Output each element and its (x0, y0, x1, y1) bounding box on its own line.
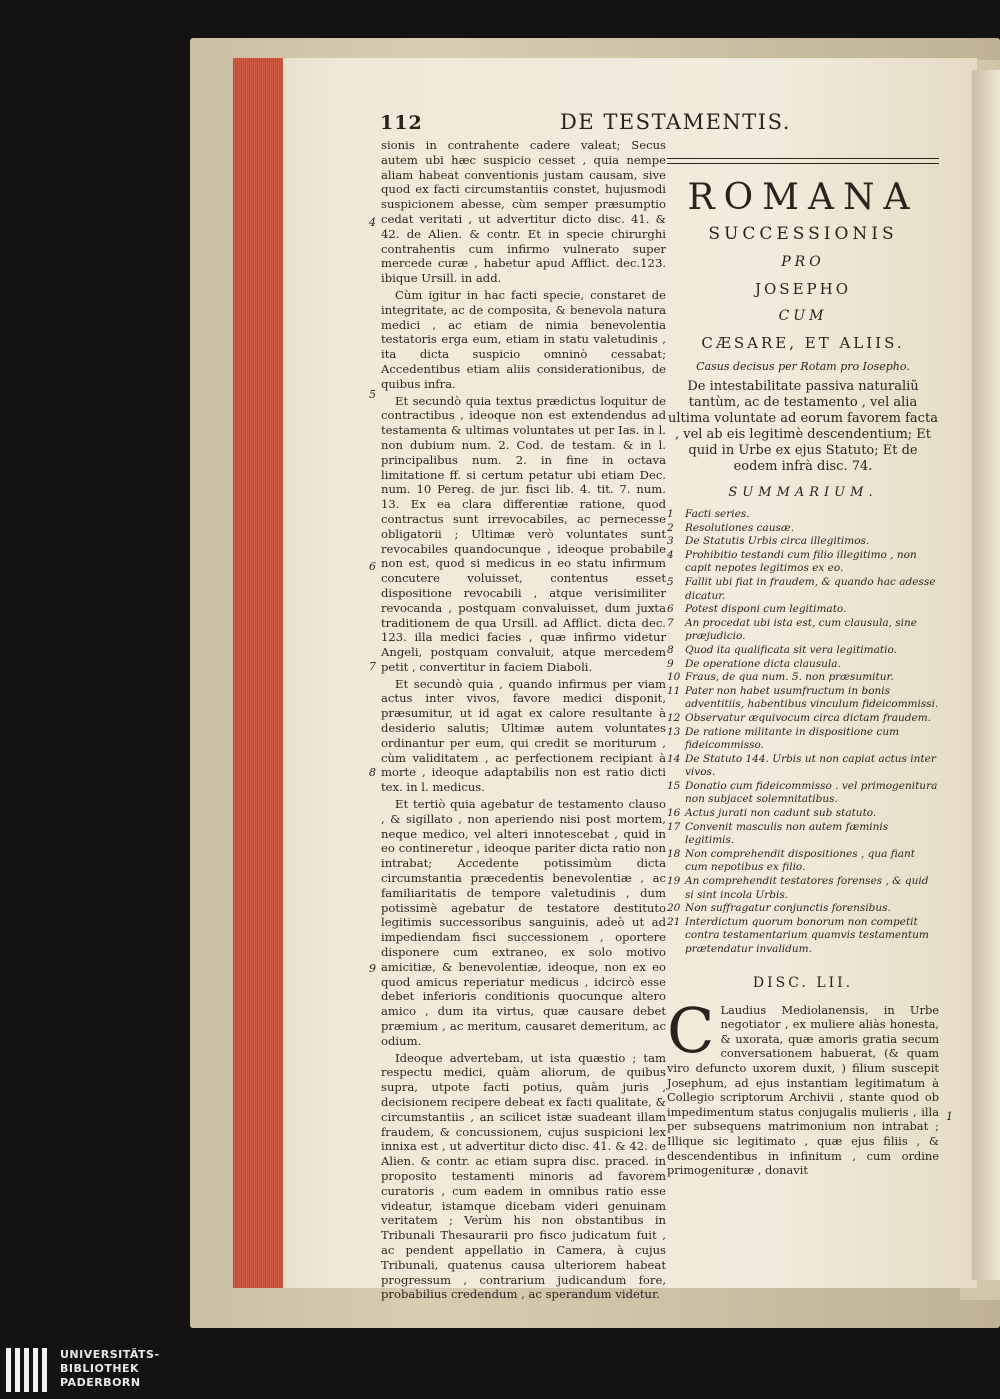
facing-page-edge (972, 70, 1000, 1280)
summary-text: Interdictum quorum bonorum non competit contra testamentarium quamvis testamentum prætendatur invalidum. (685, 915, 929, 955)
summary-text: Prohibitio testandi cum filio illegitimo , non capit nepotes legitimos ex eo. (685, 548, 917, 575)
logo-line: BIBLIOTHEK (60, 1362, 140, 1375)
summary-item (667, 576, 939, 603)
summary-number: 19 (667, 875, 681, 888)
pro-label: PRO (781, 254, 825, 270)
summary-text: Potest disponi cum legitimato. (685, 603, 847, 616)
summary-item (667, 902, 939, 916)
summary-text: Fraus, de qua num. 5. non præsumitur. (685, 671, 894, 684)
summary-number: 21 (667, 915, 681, 928)
summary-item (667, 671, 939, 685)
summary-number: 15 (667, 779, 681, 792)
summary-item (667, 916, 939, 957)
summary-item (667, 644, 939, 658)
library-logo (6, 1348, 176, 1394)
summary-item (667, 508, 939, 522)
summary-number: 9 (667, 657, 674, 670)
case-intro: De intestabilitate passiva naturaliũ tantùm, ac de testamento , vel alia ultima voluntate ad eorum favorem facta , vel ab eis legitimè descendentium; Et quid in Urbe ex ejus Statuto; Et de eodem infrà disc. 74. (668, 379, 938, 474)
summary-item (667, 685, 939, 712)
drop-capital: C (667, 993, 715, 1067)
summary-number: 20 (667, 902, 681, 915)
summary-item (667, 549, 939, 576)
disc-body-text: Laudius Mediolanensis, in Urbe negotiator , ex muliere aliàs honesta, & uxorata, quæ amoris gratia secum conversationem habuerat, (& quam viro defuncto uxorem duxit, ) filium suscepit Josephum, ad ejus instantiam legitimatum à Collegio scriptorum Archivii , stante quod ob impedimentum status conjugalis mulieris , illa per subsequens matrimonium non intrabat ; Illique sic legitimato , quæ ejus filiis , & descendentibus in infinitum , cum ordine primogenituræ , donavit (667, 1002, 939, 1178)
summary-number: 3 (667, 535, 674, 548)
summary-text: Donatio cum fideicommisso . vel primogenitura non subjacet solemnitatibus. (685, 779, 938, 806)
summary-item (667, 535, 939, 549)
margin-number: 6 (369, 560, 376, 573)
summary-number: 18 (667, 847, 681, 860)
summary-item (667, 807, 939, 821)
summary-item (667, 603, 939, 617)
paragraph: Ideoque advertebam, ut ista quæstio ; tam respectu medici, quàm aliorum, de quibus supra, utpote facti potius, quàm juris , decisionem recipere debeat ex facti qualitate, & circumstantiis , an scilicet istæ suadeant illam fraudem, & concussionem, cujus suspicioni lex innixa est , ut advertitur dicto disc. 41. & 42. de Alien. & contr. ac etiam supra disc. praced. in proposito testamenti minoris ad favorem curatoris , cum eadem in omnibus ratio esse videatur, istamque dicebam videri genuinam veritatem ; Verùm his non obstantibus in Tribunali Thesaurarii pro fisco judicatum fuit , ac pendent appellatio in Camera, à cujus Tribunali, quatenus causa ulteriorem habeat progressum , contrarium judicandum fore, probabilius credendum , ac sperandum videtur. (381, 1050, 666, 1302)
logo-line: PADERBORN (60, 1376, 141, 1389)
summary-text: An procedat ubi ista est, cum clausula, sine præjudicio. (685, 616, 917, 643)
summary-item (667, 753, 939, 780)
ornamental-rule (667, 158, 939, 164)
paragraph: Cùm igitur in hac facti specie, constaret de integritate, ac de composita, & benevola natura medici , ac etiam de nimia benevolentia testatoris erga eum, etiam in statu valetudinis , ita dicta suspicio omninò cessabat; Accedentibus etiam aliis considerationibus, de quibus infra. (381, 287, 666, 391)
summary-number: 7 (667, 616, 674, 629)
summary-item (667, 726, 939, 753)
paragraph: Et tertiò quia agebatur de testamento clauso , & sigillato , non aperiendo nisi post mortem, neque medico, vel alteri innotescebat , quid in eo contineretur , ideoque pariter dicta ratio non intrabat; Accedente potissimùm dicta circumstantia præcedentis benevolentiæ , ac familiaritatis de tempore valetudinis , dum potissimè agebatur de testatore destituto legitimis successoribus sanguinis, adeò ut ad impediendam fisci successionem , oportere disponere cum extraneo, ex solo motivo amicitiæ, & benevolentiæ, ideoque, non ex eo quod amicus reperiatur medicus , idcircò esse debet inferioris conditionis quocunque altero amico , dum ita virtus, quæ causare debet præmium , ac meritum, causaret demeritum, ac odium. (381, 797, 666, 1048)
summary-number: 11 (667, 684, 681, 697)
summary-number: 16 (667, 807, 681, 820)
paragraph: Et secundò quia , quando infirmus per viam actus inter vivos, favore medici disponit, præsumitur, ut id agat ex calore resultante à desiderio salutis; Ultimæ autem voluntates ordinantur per eum, qui credit se moriturum , cùm validitatem , ac perfectionem recipiant à morte , ideoque adaptabilis non est ratio dicti tex. in l. medicus. (381, 676, 666, 795)
cum-label: CUM (778, 308, 828, 324)
summary-text: Facti series. (685, 508, 750, 520)
summary-text: An comprehendit testatores forenses , & quid si sint incola Urbis. (685, 875, 929, 901)
margin-number: 8 (369, 766, 376, 779)
summary-number: 5 (667, 575, 674, 588)
summary-text: Fallit ubi fiat in fraudem, & quando hac adesse dicatur. (685, 575, 936, 602)
summary-text: Convenit masculis non autem fæminis legitimis. (685, 820, 889, 847)
summary-item (667, 658, 939, 672)
casus-line: Casus decisus per Rotam pro Iosepho. (696, 360, 910, 373)
summary-text: Actus jurati non cadunt sub statuto. (685, 807, 877, 820)
summary-item (667, 780, 939, 807)
logo-bars-icon (6, 1348, 50, 1392)
case-title: ROMANA (687, 177, 919, 218)
margin-number: 4 (369, 216, 376, 229)
summary-number: 13 (667, 725, 681, 738)
summary-text: De Statuto 144. Urbis ut non capiat actus inter vivos. (685, 752, 936, 779)
summary-text: Observatur æquivocum circa dictam fraudem. (685, 711, 932, 724)
summary-number: 1 (667, 508, 674, 520)
paragraph: sionis in contrahente cadere valeat; Secus autem ubi hæc suspicio cesset , quia nempe aliam habeat conventionis justam causam, sive quod ex facti circumstantiis constet, hujusmodi suspicionem abesse, cùm semper præsumptio cedat veritati , ut advertitur dicto disc. 41. & 42. de Alien. & contr. Et in specie chirurghi contrahentis cum infirmo vulnerato super mercede curæ , habetur apud Afflict. dec.123. ibique Ursill. in add. (381, 138, 666, 286)
summary-item (667, 848, 939, 875)
summary-number: 6 (667, 603, 674, 616)
logo-text (60, 1348, 160, 1390)
margin-number: 9 (369, 962, 376, 975)
summary-number: 2 (667, 521, 674, 534)
summary-number: 14 (667, 752, 681, 765)
running-title: DE TESTAMENTIS. (560, 110, 791, 134)
logo-line: UNIVERSITÄTS- (60, 1348, 160, 1361)
summary-text: Quod ita qualificata sit vera legitimatio. (685, 643, 897, 656)
summary-item (667, 821, 939, 848)
summary-number: 17 (667, 820, 681, 833)
disc-body (667, 993, 939, 1178)
summary-number: 4 (667, 548, 674, 561)
margin-number: 5 (369, 388, 376, 401)
summary-number: 12 (667, 711, 681, 724)
paragraph: Et secundò quia textus prædictus loquitur de contractibus , ideoque non est extendendus ad testamenta & ultimas voluntates ut per Ias. in l. non dubium num. 2. Cod. de testam. & in l. principalibus num. 2. in fine in octava limitatione ff. si certum petatur ubi etiam Dec. num. 10 Pereg. de jur. fisci lib. 4. tit. 7. num. 13. Ex ea clara differentiæ ratione, quod contractus sunt irrevocabiles, ac pernecesse obligatorii ; Ultimæ verò voluntates sunt revocabiles quandocunque , ideoque probabile non est, quod si medicus in eo statu infirmum concutere voluisset, contentus esset dispositione revocabili , atque verisimiliter revocanda , postquam convaluisset, dum juxta traditionem de qua Ursill. ad Afflict. dicta dec. 123. illa medici facies , quæ infirmo videtur Angeli, postquam convaluit, atque mercedem petit , convertitur in faciem Diaboli. (381, 393, 666, 674)
page-number: 112 (380, 112, 423, 134)
summary-item (667, 522, 939, 536)
opposing-parties: CÆSARE, ET ALIIS. (701, 334, 905, 352)
summary-text: De ratione militante in dispositione cum fideicommisso. (685, 725, 900, 752)
summary-item (667, 617, 939, 644)
summary-text: De Statutis Urbis circa illegitimos. (685, 535, 870, 548)
disc-heading: DISC. LII. (752, 974, 854, 991)
summary-text: De operatione dicta clausula. (685, 657, 841, 670)
summary-item (667, 875, 939, 902)
summary-item (667, 712, 939, 726)
left-column (381, 138, 666, 1304)
summary-text: Non suffragatur conjunctis forensibus. (685, 902, 891, 915)
case-subtitle: SUCCESSIONIS (708, 224, 898, 244)
summary-heading: SUMMARIUM. (728, 485, 878, 500)
summary-list (667, 508, 939, 957)
summary-number: 8 (667, 643, 674, 656)
margin-number: 1 (946, 1110, 953, 1123)
margin-number: 7 (369, 660, 376, 673)
right-column (667, 150, 939, 1178)
summary-text: Non comprehendit dispositiones , qua fiant cum nepotibus ex filio. (685, 847, 915, 874)
summary-text: Pater non habet usumfructum in bonis adventitiis, habentibus vinculum fideicommissi. (685, 684, 939, 711)
red-page-edges (233, 58, 288, 1288)
summary-text: Resolutiones causæ. (685, 521, 795, 534)
summary-number: 10 (667, 671, 681, 684)
party-name: JOSEPHO (754, 280, 851, 298)
